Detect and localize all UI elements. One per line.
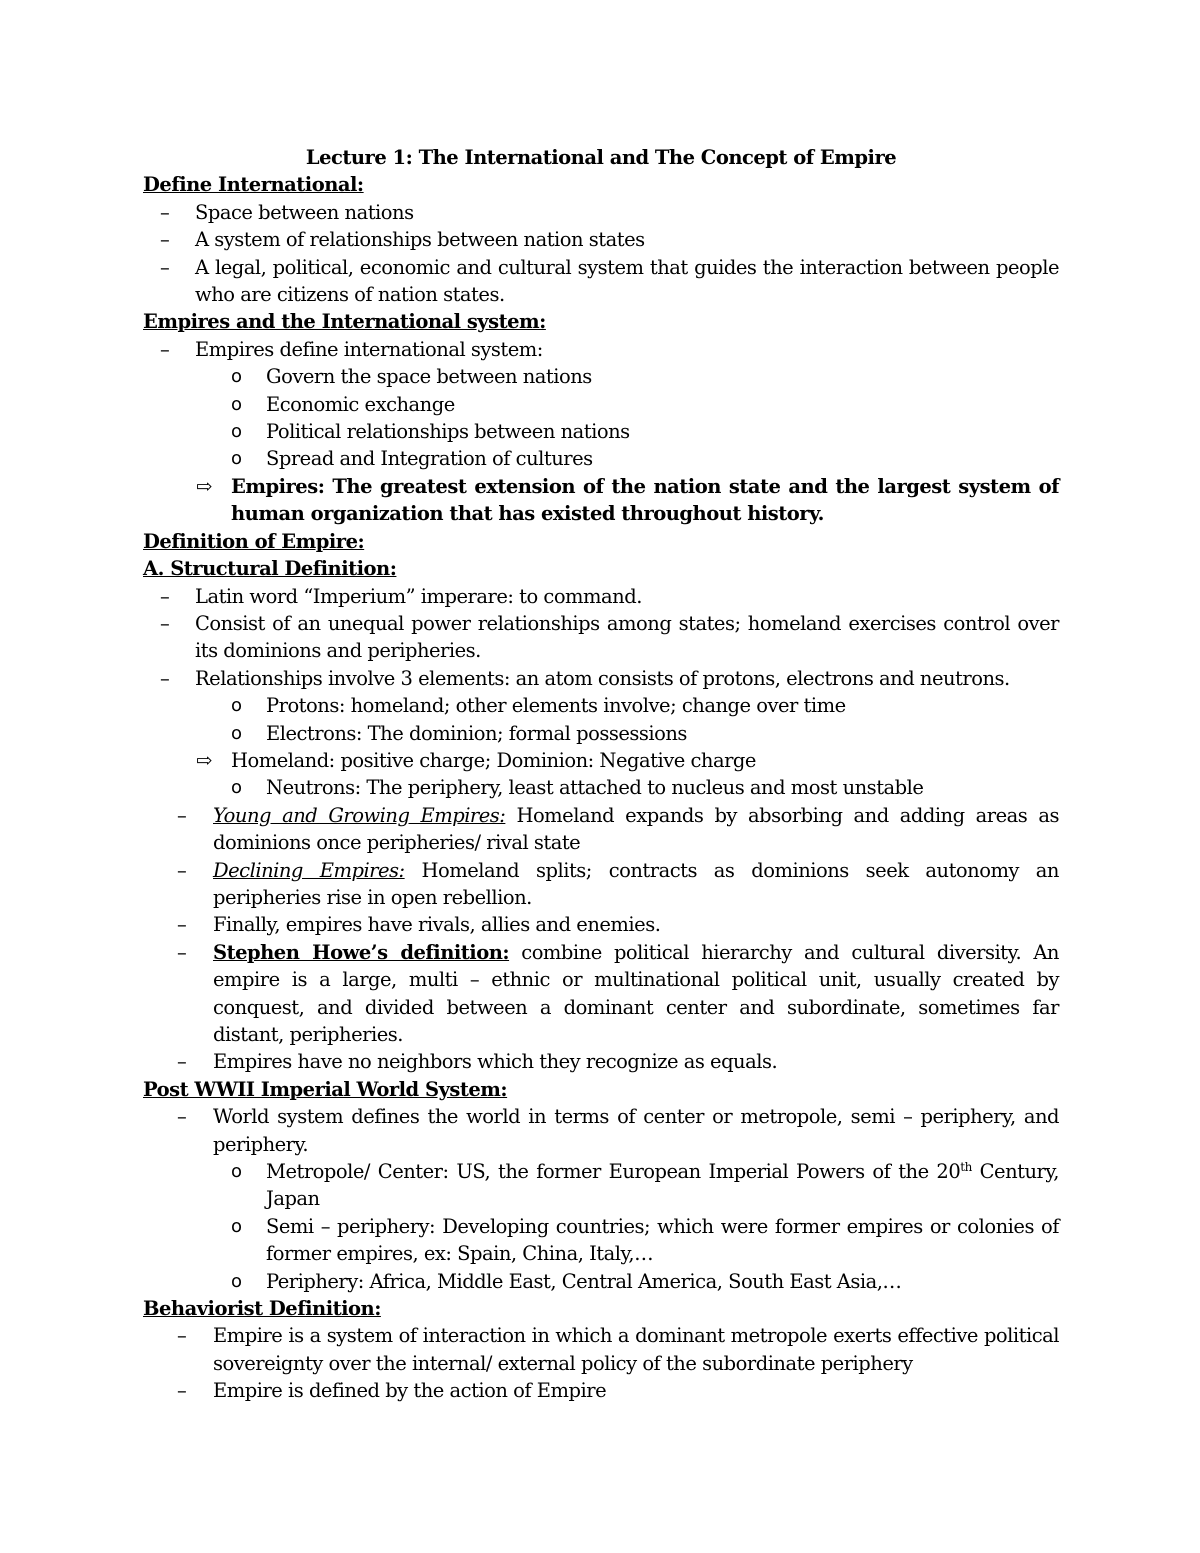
list-item: – A system of relationships between nation states [143, 226, 1059, 253]
circle-marker: o [231, 421, 242, 443]
arrow-right-icon: ⇨ [196, 474, 212, 498]
list-item: – Space between nations [143, 199, 1059, 226]
dash-marker: – [177, 1379, 187, 1403]
list-item-young-empires: – Young and Growing Empires: Homeland expands by absorbing and adding areas as dominions once peripheries/ rival state [177, 803, 1059, 855]
dash-marker: – [177, 1324, 187, 1348]
circle-marker: o [231, 722, 242, 744]
arrow-list-item: ⇨ Homeland: positive charge; Dominion: Negative charge [143, 747, 1059, 774]
dash-marker: – [160, 255, 170, 279]
dash-marker: – [177, 803, 187, 827]
arrow-list-item: ⇨ Empires: The greatest extension of the nation state and the largest system of human organization that has existed throughout history. [196, 474, 1059, 526]
circle-marker: o [231, 393, 242, 415]
list-item: – Empires define international system: [143, 336, 1059, 363]
heading-post-wwii-system: Post WWII Imperial World System: [143, 1077, 508, 1101]
sub-list-item: o Spread and Integration of cultures [143, 445, 1059, 472]
list-item-howe-definition: – Stephen Howe’s definition: combine political hierarchy and cultural diversity. An empire is a large, multi – ethnic or multinational political unit, usually created by conquest, and divided between a dominant center and subordinate, sometimes far distant, peripheries. [177, 940, 1059, 1046]
dash-marker: – [160, 337, 170, 361]
sub-list-item: o Semi – periphery: Developing countries; which were former empires or colonies of former empires, ex: Spain, China, Italy,… [231, 1214, 1059, 1266]
list-item: – Empire is defined by the action of Empire [143, 1377, 1059, 1404]
circle-marker: o [231, 777, 242, 799]
term-stephen-howe: Stephen Howe’s definition: [213, 940, 510, 964]
heading-behaviorist-definition: Behaviorist Definition: [143, 1297, 381, 1321]
dash-marker: – [160, 584, 170, 608]
dash-marker: – [177, 940, 187, 964]
heading-definition-of-empire: Definition of Empire: [143, 529, 365, 553]
heading-define-international: Define International: [143, 173, 364, 197]
term-declining-empires: Declining Empires: [213, 858, 405, 882]
list-item: – Latin word “Imperium” imperare: to command. [143, 583, 1059, 610]
list-item: – Empire is a system of interaction in which a dominant metropole exerts effective political sovereignty over the internal/ external policy of the subordinate periphery [177, 1324, 1059, 1375]
circle-marker: o [231, 1215, 242, 1237]
circle-marker: o [231, 366, 242, 388]
list-item: – Relationships involve 3 elements: an atom consists of protons, electrons and neutrons. [143, 665, 1059, 692]
dash-marker: – [177, 858, 187, 882]
dash-marker: – [177, 1105, 187, 1129]
heading-structural-definition: A. Structural Definition: [143, 557, 397, 581]
document-body [143, 144, 1059, 1405]
dash-marker: – [160, 200, 170, 224]
circle-marker: o [231, 1161, 242, 1183]
dash-marker: – [160, 228, 170, 252]
circle-marker: o [231, 1270, 242, 1292]
arrow-right-icon: ⇨ [196, 748, 212, 772]
list-item: – Consist of an unequal power relationships among states; homeland exercises control over its dominions and peripheries. [160, 611, 1059, 663]
document-title: Lecture 1: The International and The Concept of Empire [305, 146, 897, 169]
list-item: – A legal, political, economic and cultural system that guides the interaction between people who are citizens of nation states. [160, 255, 1059, 307]
heading-empires-international-system: Empires and the International system: [143, 310, 546, 334]
list-item: – World system defines the world in terms of center or metropole, semi – periphery, and periphery. [177, 1105, 1059, 1156]
dash-marker: – [177, 1050, 187, 1074]
sub-list-item: o Metropole/ Center: US, the former European Imperial Powers of the 20th Century, Japan [231, 1160, 1059, 1211]
circle-marker: o [231, 448, 242, 470]
list-item: – Finally, empires have rivals, allies and enemies. [143, 911, 1059, 938]
sub-list-item: o Periphery: Africa, Middle East, Central America, South East Asia,… [143, 1268, 1059, 1295]
sub-list-item: o Govern the space between nations [143, 363, 1059, 390]
circle-marker: o [231, 695, 242, 717]
sub-list-item: o Economic exchange [143, 391, 1059, 418]
term-young-growing-empires: Young and Growing Empires: [213, 803, 506, 827]
sub-list-item: o Political relationships between nations [143, 418, 1059, 445]
list-item-declining-empires: – Declining Empires: Homeland splits; contracts as dominions seek autonomy an peripheries rise in open rebellion. [177, 858, 1059, 909]
dash-marker: – [177, 913, 187, 937]
dash-marker: – [160, 611, 170, 635]
dash-marker: – [160, 666, 170, 690]
list-item: – Empires have no neighbors which they recognize as equals. [143, 1048, 1059, 1075]
sub-list-item: o Protons: homeland; other elements involve; change over time [143, 692, 1059, 719]
sub-list-item: o Electrons: The dominion; formal possessions [143, 720, 1059, 747]
sub-list-item: o Neutrons: The periphery, least attached to nucleus and most unstable [143, 774, 1059, 801]
